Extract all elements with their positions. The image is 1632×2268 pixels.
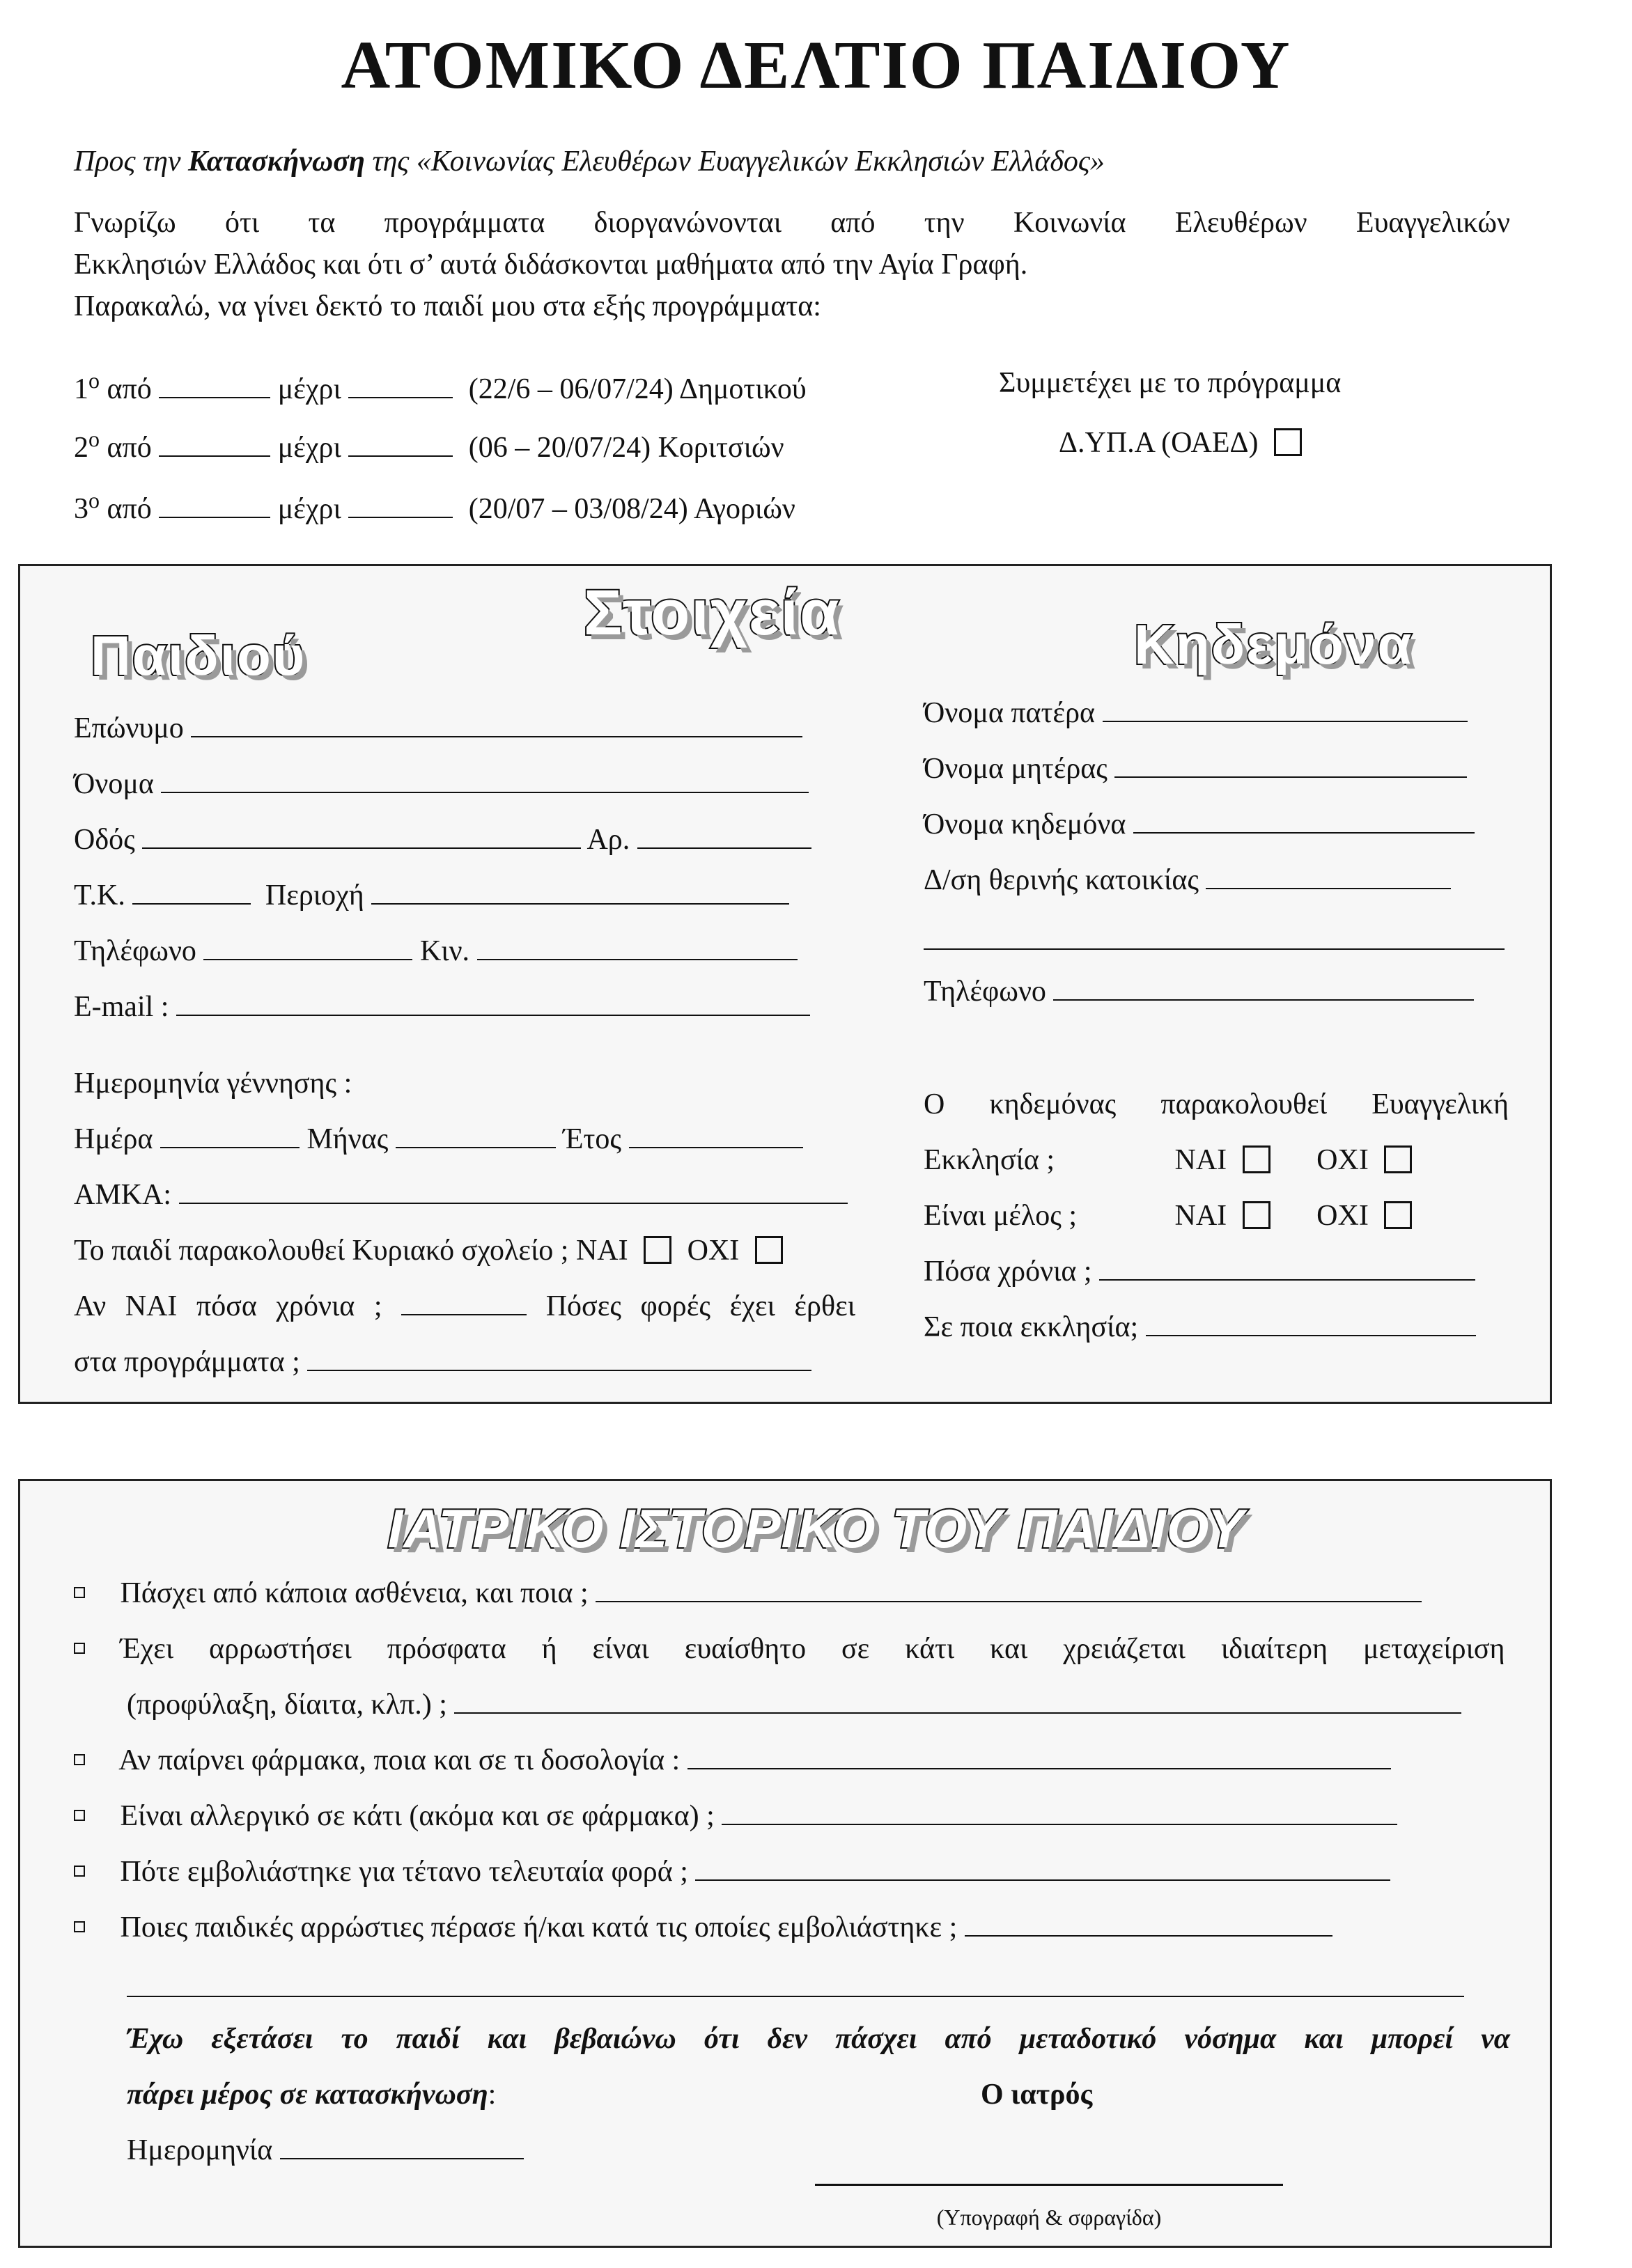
program-row-3 xyxy=(74,487,795,526)
member-yes-checkbox[interactable] xyxy=(1243,1201,1270,1229)
email-field[interactable] xyxy=(176,991,810,1016)
father-label: Όνομα πατέρα xyxy=(924,697,1096,729)
mother-row xyxy=(924,752,1467,785)
which-church-row xyxy=(924,1311,1476,1344)
child-heading: Παιδιού xyxy=(91,625,306,687)
exam-date-label: Ημερομηνία xyxy=(127,2134,273,2166)
medical-heading: ΙΑΤΡΙΚΟ ΙΣΤΟΡΙΚΟ ΤΟΥ ΠΑΙΔΙΟΥ xyxy=(387,1498,1245,1559)
name-field[interactable] xyxy=(161,768,809,793)
father-field[interactable] xyxy=(1103,697,1468,722)
participation-label: Συμμετέχει με το πρόγραμμα xyxy=(999,367,1342,399)
program-ordinal: ο xyxy=(88,368,100,393)
member-no-checkbox[interactable] xyxy=(1384,1201,1412,1229)
amka-label: ΑΜΚΑ: xyxy=(74,1179,172,1211)
signature-caption: (Υπογραφή & σφραγίδα) xyxy=(936,2205,1162,2230)
which-church-label: Σε ποια εκκλησία; xyxy=(924,1311,1139,1343)
day-field[interactable] xyxy=(160,1123,300,1148)
medical-q2-row xyxy=(74,1632,1510,1666)
doctor-certification-line-2 xyxy=(127,2078,496,2111)
street-label: Οδός xyxy=(74,824,135,856)
exam-date-row xyxy=(127,2134,524,2167)
guardian-phone-label: Τηλέφωνο xyxy=(924,976,1046,1008)
email-label: E-mail : xyxy=(74,991,169,1023)
church-attend-no-label: ΟΧΙ xyxy=(1316,1144,1369,1176)
postcode-label: Τ.Κ. xyxy=(74,879,125,912)
summer-address-field[interactable] xyxy=(1206,864,1451,889)
medical-q2-label: Έχει αρρωστήσει πρόσφατα ή είναι ευαίσθητο σε κάτι και χρειάζεται ιδιαίτερη μεταχείριση xyxy=(120,1633,1505,1665)
medical-q1-field[interactable] xyxy=(596,1577,1422,1602)
area-field[interactable] xyxy=(371,879,789,905)
addressee-prefix: Προς την xyxy=(74,146,181,178)
program-from-label: από xyxy=(107,373,152,405)
mother-label: Όνομα μητέρας xyxy=(924,753,1108,785)
medical-q6-field[interactable] xyxy=(965,1911,1332,1937)
church-attend-no-checkbox[interactable] xyxy=(1384,1145,1412,1173)
medical-q6-label: Ποιες παιδικές αρρώστιες πέρασε ή/και κατά τις οποίες εμβολιάστηκε ; xyxy=(120,1911,958,1944)
medical-q5-label: Πότε εμβολιάστηκε για τέτανο τελευταία φορά ; xyxy=(120,1856,688,1888)
church-attend-yes-label: ΝΑΙ xyxy=(1174,1144,1227,1176)
program-ordinal: ο xyxy=(88,426,100,451)
program-number: 2 xyxy=(74,432,88,464)
area-label: Περιοχή xyxy=(265,879,364,912)
intro-line-2: Εκκλησιών Ελλάδος και ότι σ’ αυτά διδάσκονται μαθήματα από την Αγία Γραφή. xyxy=(74,249,1028,281)
summer-address-row xyxy=(924,863,1451,897)
medical-q4-field[interactable] xyxy=(722,1800,1397,1825)
program-row-1 xyxy=(74,368,807,406)
bullet-icon xyxy=(74,1921,85,1932)
medical-q4-label: Είναι αλλεργικό σε κάτι (ακόμα και σε φάρμακα) ; xyxy=(120,1800,715,1832)
medical-q5-row xyxy=(74,1855,1390,1888)
medical-q2-label-cont: (προφύλαξη, δίαιτα, κλπ.) ; xyxy=(127,1689,447,1721)
member-label: Είναι μέλος ; xyxy=(924,1200,1078,1232)
bullet-icon xyxy=(74,1587,85,1598)
street-field[interactable] xyxy=(142,824,581,849)
program-description: (06 – 20/07/24) Κοριτσιών xyxy=(468,432,784,464)
program-from-field[interactable] xyxy=(159,493,270,518)
postcode-field[interactable] xyxy=(132,879,251,905)
doctor-certification-colon: : xyxy=(488,2079,497,2111)
year-label: Έτος xyxy=(563,1123,622,1155)
program-to-label: μέχρι xyxy=(277,432,341,464)
church-attend-label: Εκκλησία ; xyxy=(924,1144,1055,1176)
guardian-attends-line: Ο κηδεμόνας παρακολουθεί Ευαγγελική xyxy=(924,1088,1509,1120)
month-field[interactable] xyxy=(396,1123,556,1148)
birth-date-label: Ημερομηνία γέννησης : xyxy=(74,1067,352,1100)
program-from-field[interactable] xyxy=(159,432,270,457)
sunday-school-yes-checkbox[interactable] xyxy=(644,1236,671,1264)
postcode-row xyxy=(74,879,789,912)
bullet-icon xyxy=(74,1866,85,1877)
surname-row xyxy=(74,712,802,745)
program-from-label: από xyxy=(107,493,152,525)
years-label: Αν ΝΑΙ πόσα χρόνια ; xyxy=(74,1290,382,1322)
medical-q4-row xyxy=(74,1799,1397,1833)
medical-q3-row xyxy=(74,1744,1391,1777)
participation-checkbox[interactable] xyxy=(1274,428,1302,456)
medical-q1-label: Πάσχει από κάποια ασθένεια, και ποια ; xyxy=(120,1577,589,1609)
email-row xyxy=(74,990,810,1024)
phone-label: Τηλέφωνο xyxy=(74,935,196,967)
medical-q3-field[interactable] xyxy=(687,1744,1391,1769)
birth-date-row xyxy=(74,1123,803,1156)
program-row-2 xyxy=(74,426,784,464)
medical-q6-row xyxy=(74,1911,1332,1944)
phone-row xyxy=(74,934,798,968)
sunday-school-no-label: ΟΧΙ xyxy=(687,1235,740,1267)
guardian-phone-row xyxy=(924,975,1474,1008)
medical-q1-row xyxy=(74,1577,1422,1610)
sunday-school-label: Το παιδί παρακολουθεί Κυριακό σχολείο ; ΝΑΙ xyxy=(74,1235,628,1267)
number-field[interactable] xyxy=(637,824,811,849)
details-heading: Στοιχεία xyxy=(584,577,841,648)
doctor-certification-line-1: Έχω εξετάσει το παιδί και βεβαιώνω ότι δεν πάσχει από μεταδοτικό νόσημα και μπορεί να xyxy=(127,2023,1510,2055)
program-to-label: μέχρι xyxy=(277,373,341,405)
medical-q5-field[interactable] xyxy=(695,1856,1390,1881)
guardian-name-label: Όνομα κηδεμόνα xyxy=(924,808,1126,840)
program-ordinal: ο xyxy=(88,487,100,513)
intro-line-1: Γνωρίζω ότι τα προγράμματα διοργανώνονται από την Κοινωνία Ελευθέρων Ευαγγελικών xyxy=(74,207,1510,239)
phone-field[interactable] xyxy=(203,935,412,960)
summer-address-label: Δ/ση θερινής κατοικίας xyxy=(924,864,1199,896)
member-row xyxy=(924,1199,1412,1233)
addressee-bold: Κατασκήνωση xyxy=(188,146,365,178)
guardian-name-row xyxy=(924,808,1475,841)
month-label: Μήνας xyxy=(306,1123,389,1155)
sunday-school-no-checkbox[interactable] xyxy=(755,1236,783,1264)
guardian-phone-field[interactable] xyxy=(1053,976,1474,1001)
day-label: Ημέρα xyxy=(74,1123,153,1155)
sunday-school-row xyxy=(74,1234,783,1267)
program-from-label: από xyxy=(107,432,152,464)
signature-line[interactable] xyxy=(815,2184,1283,2186)
program-description: (22/6 – 06/07/24) Δημοτικού xyxy=(468,373,807,405)
program-from-field[interactable] xyxy=(159,373,270,398)
doctor-certification-text: πάρει μέρος σε κατασκήνωση xyxy=(127,2079,488,2111)
program-number: 1 xyxy=(74,373,88,405)
year-field[interactable] xyxy=(629,1123,803,1148)
surname-label: Επώνυμο xyxy=(74,712,184,744)
doctor-label: Ο ιατρός xyxy=(981,2079,1093,2111)
church-attend-row xyxy=(924,1143,1412,1177)
surname-field[interactable] xyxy=(191,712,802,737)
programs-count-label: στα προγράμματα ; xyxy=(74,1346,300,1378)
member-no-label: ΟΧΙ xyxy=(1316,1200,1369,1232)
number-label: Αρ. xyxy=(586,824,630,856)
member-years-row xyxy=(924,1255,1475,1288)
medical-q3-label: Αν παίρνει φάρμακα, ποια και σε τι δοσολογία : xyxy=(118,1744,681,1776)
member-yes-label: ΝΑΙ xyxy=(1174,1200,1227,1232)
years-row xyxy=(74,1290,855,1323)
medical-q6-field-2[interactable] xyxy=(127,1968,1464,1997)
program-number: 3 xyxy=(74,493,88,525)
guardian-heading: Κηδεμόνα xyxy=(1134,613,1413,675)
addressee-line xyxy=(74,145,1105,178)
addressee-suffix: της «Κοινωνίας Ελευθέρων Ευαγγελικών Εκκλησιών Ελλάδος» xyxy=(372,146,1105,178)
medical-q2-field[interactable] xyxy=(454,1689,1461,1714)
mobile-label: Κιν. xyxy=(419,935,470,967)
name-row xyxy=(74,767,809,801)
form-title: ΑΤΟΜΙΚΟ ΔΕΛΤΙΟ ΠΑΙΔΙΟΥ xyxy=(341,28,1291,103)
program-to-field[interactable] xyxy=(348,493,453,518)
father-row xyxy=(924,696,1468,730)
program-description: (20/07 – 03/08/24) Αγοριών xyxy=(468,493,795,525)
which-church-field[interactable] xyxy=(1146,1311,1476,1336)
amka-row xyxy=(74,1178,848,1212)
member-years-label: Πόσα χρόνια ; xyxy=(924,1256,1092,1288)
summer-address-field-2[interactable] xyxy=(924,921,1505,950)
programs-count-field[interactable] xyxy=(307,1346,811,1371)
name-label: Όνομα xyxy=(74,768,154,800)
guardian-name-field[interactable] xyxy=(1133,808,1475,834)
mother-field[interactable] xyxy=(1114,753,1467,778)
mobile-field[interactable] xyxy=(477,935,798,960)
bullet-icon xyxy=(74,1810,85,1821)
church-attend-yes-checkbox[interactable] xyxy=(1243,1145,1270,1173)
medical-q2-cont-row xyxy=(127,1688,1461,1721)
participation-option xyxy=(1059,426,1302,460)
intro-line-3: Παρακαλώ, να γίνει δεκτό το παιδί μου στα εξής προγράμματα: xyxy=(74,290,821,322)
times-label: Πόσες φορές έχει έρθει xyxy=(545,1290,856,1322)
program-to-field[interactable] xyxy=(348,373,453,398)
participation-option-label: Δ.ΥΠ.Α (ΟΑΕΔ) xyxy=(1059,427,1259,459)
program-to-field[interactable] xyxy=(348,432,453,457)
street-row xyxy=(74,823,811,857)
exam-date-field[interactable] xyxy=(280,2134,524,2159)
years-field[interactable] xyxy=(401,1290,527,1315)
bullet-icon xyxy=(74,1754,85,1765)
programs-count-row xyxy=(74,1345,811,1379)
member-years-field[interactable] xyxy=(1099,1256,1475,1281)
bullet-icon xyxy=(74,1643,85,1654)
amka-field[interactable] xyxy=(179,1179,848,1204)
program-to-label: μέχρι xyxy=(277,493,341,525)
